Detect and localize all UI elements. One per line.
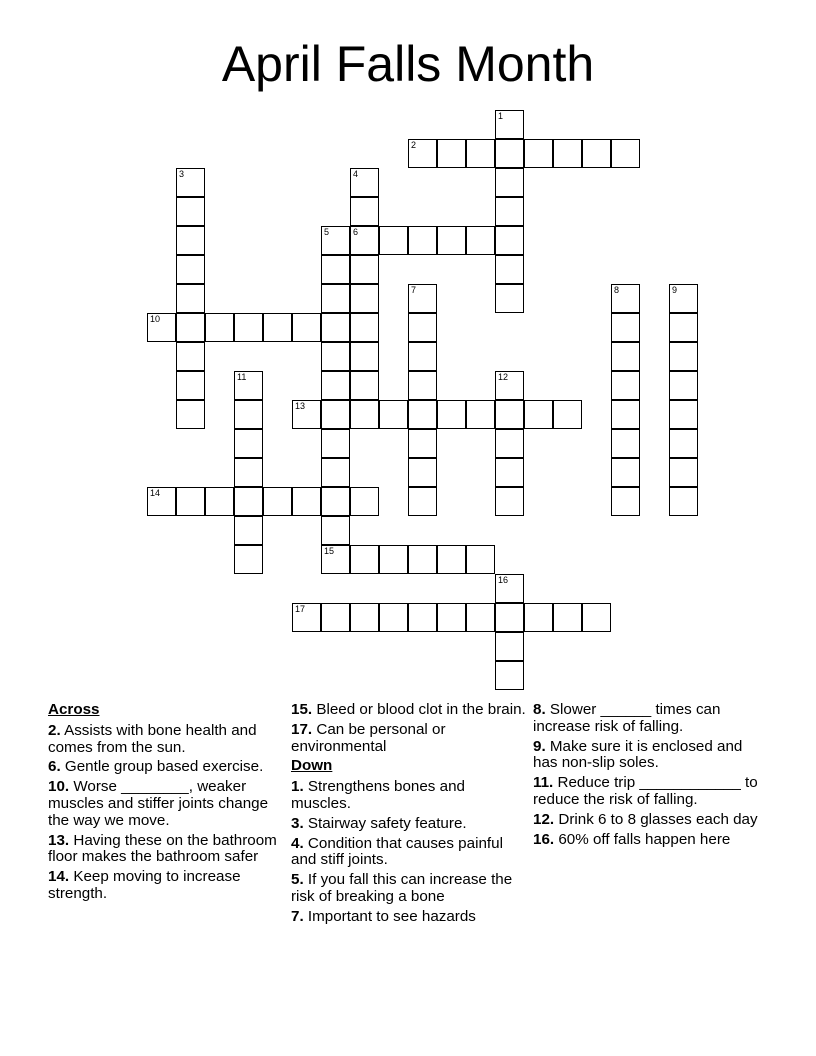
clue-text: Strengthens bones and muscles. <box>291 778 465 812</box>
grid-cell[interactable] <box>321 545 350 574</box>
clue-text: Assists with bone health and comes from the sun. <box>48 721 257 756</box>
grid-cell[interactable] <box>495 226 524 255</box>
clue-number: 13. <box>48 831 70 849</box>
grid-cell[interactable] <box>669 313 698 342</box>
cell-number: 11 <box>237 372 247 382</box>
grid-cell[interactable] <box>350 284 379 313</box>
clue-number: 9. <box>533 737 546 755</box>
grid-cell[interactable] <box>263 313 292 342</box>
clue-text: Make sure it is enclosed and has non-slip soles. <box>533 737 743 772</box>
grid-cell[interactable] <box>350 603 379 632</box>
cell-number: 13 <box>295 401 306 411</box>
grid-cell[interactable] <box>379 226 408 255</box>
grid-cell[interactable] <box>466 603 495 632</box>
grid-cell[interactable] <box>176 226 205 255</box>
clue-column-2 <box>291 702 526 929</box>
grid-cell[interactable] <box>495 255 524 284</box>
grid-cell[interactable] <box>611 284 640 313</box>
grid-cell[interactable] <box>234 487 263 516</box>
grid-cell[interactable] <box>379 400 408 429</box>
down-clue-4[interactable] <box>291 836 526 870</box>
grid-cell[interactable] <box>437 400 466 429</box>
cell-number: 1 <box>498 111 504 121</box>
clue-number: 1. <box>291 778 304 796</box>
grid-cell[interactable] <box>321 429 350 458</box>
down-clue-7[interactable] <box>291 909 526 926</box>
grid-cell[interactable] <box>205 487 234 516</box>
clue-number: 15. <box>291 701 313 718</box>
grid-cell[interactable] <box>321 487 350 516</box>
grid-cell[interactable] <box>582 603 611 632</box>
clue-number: 17. <box>291 720 313 738</box>
grid-cell[interactable] <box>437 603 466 632</box>
grid-cell[interactable] <box>350 400 379 429</box>
grid-cell[interactable] <box>466 545 495 574</box>
grid-cell[interactable] <box>234 516 263 545</box>
grid-cell[interactable] <box>292 400 321 429</box>
grid-cell[interactable] <box>350 226 379 255</box>
grid-cell[interactable] <box>611 139 640 168</box>
grid-cell[interactable] <box>437 545 466 574</box>
grid-cell[interactable] <box>234 458 263 487</box>
grid-cell[interactable] <box>379 545 408 574</box>
grid-cell[interactable] <box>176 197 205 226</box>
grid-cell[interactable] <box>408 342 437 371</box>
cell-number: 3 <box>179 169 185 179</box>
clue-number: 10. <box>48 778 70 796</box>
grid-cell[interactable] <box>321 226 350 255</box>
grid-cell[interactable] <box>176 487 205 516</box>
grid-cell[interactable] <box>669 458 698 487</box>
grid-cell[interactable] <box>350 168 379 197</box>
grid-cell[interactable] <box>495 400 524 429</box>
cell-number: 4 <box>353 169 359 179</box>
grid-cell[interactable] <box>292 603 321 632</box>
grid-cell[interactable] <box>321 516 350 545</box>
down-clue-3[interactable] <box>291 816 526 833</box>
grid-cell[interactable] <box>176 284 205 313</box>
down-heading: Down <box>291 757 333 775</box>
clue-text: Gentle group based exercise. <box>64 758 264 776</box>
cell-number: 10 <box>150 314 161 324</box>
grid-cell[interactable] <box>495 110 524 139</box>
clue-text: Can be personal or environmental <box>291 720 446 755</box>
grid-cell[interactable] <box>234 400 263 429</box>
across-clue-17[interactable] <box>291 722 526 756</box>
grid-cell[interactable] <box>321 284 350 313</box>
grid-cell[interactable] <box>408 487 437 516</box>
clue-number: 2. <box>48 721 61 739</box>
cell-number: 6 <box>353 227 359 237</box>
grid-cell[interactable] <box>524 139 553 168</box>
grid-cell[interactable] <box>321 313 350 342</box>
grid-cell[interactable] <box>234 313 263 342</box>
grid-cell[interactable] <box>234 545 263 574</box>
across-clue-10[interactable] <box>48 779 283 829</box>
grid-cell[interactable] <box>495 574 524 603</box>
cell-number: 8 <box>614 285 620 295</box>
grid-cell[interactable] <box>495 458 524 487</box>
grid-cell[interactable] <box>669 429 698 458</box>
grid-cell[interactable] <box>495 661 524 690</box>
grid-cell[interactable] <box>205 313 234 342</box>
grid-cell[interactable] <box>408 371 437 400</box>
clue-text: Having these on the bathroom floor makes the bathroom safer <box>48 831 277 866</box>
clue-number: 14. <box>48 868 70 886</box>
across-clue-15[interactable] <box>291 702 526 719</box>
grid-cell[interactable] <box>408 284 437 313</box>
grid-cell[interactable] <box>408 429 437 458</box>
grid-cell[interactable] <box>147 487 176 516</box>
down-clue-11[interactable] <box>533 775 768 809</box>
cell-number: 12 <box>498 372 509 382</box>
clue-text: Slower ______ times can increase risk of falling. <box>533 701 721 735</box>
grid-cell[interactable] <box>176 400 205 429</box>
clue-number: 5. <box>291 871 304 889</box>
grid-cell[interactable] <box>350 313 379 342</box>
grid-cell[interactable] <box>176 255 205 284</box>
clue-number: 12. <box>533 810 555 828</box>
grid-cell[interactable] <box>408 400 437 429</box>
grid-cell[interactable] <box>466 400 495 429</box>
grid-cell[interactable] <box>408 139 437 168</box>
clue-text: If you fall this can increase the risk of breaking a bone <box>291 871 513 905</box>
cell-number: 7 <box>411 285 417 295</box>
grid-cell[interactable] <box>611 400 640 429</box>
grid-cell[interactable] <box>321 255 350 284</box>
grid-cell[interactable] <box>321 458 350 487</box>
grid-cell[interactable] <box>437 139 466 168</box>
down-clue-12[interactable] <box>533 812 768 829</box>
grid-cell[interactable] <box>176 313 205 342</box>
cell-number: 14 <box>150 488 161 498</box>
across-clue-6[interactable] <box>48 759 283 776</box>
grid-cell[interactable] <box>611 313 640 342</box>
page-title: April Falls Month <box>221 36 595 92</box>
grid-cell[interactable] <box>408 313 437 342</box>
across-clue-13[interactable] <box>48 833 283 867</box>
grid-cell[interactable] <box>495 197 524 226</box>
clue-text: Reduce trip ____________ to reduce the risk of falling. <box>533 774 758 808</box>
grid-cell[interactable] <box>408 226 437 255</box>
down-clue-9[interactable] <box>533 739 768 773</box>
cell-number: 9 <box>672 285 678 295</box>
clue-text: Stairway safety feature. <box>307 814 467 832</box>
grid-cell[interactable] <box>408 603 437 632</box>
grid-cell[interactable] <box>437 226 466 255</box>
down-clue-8[interactable] <box>533 702 768 736</box>
grid-cell[interactable] <box>611 342 640 371</box>
down-clue-16[interactable] <box>533 832 768 849</box>
clue-text: 60% off falls happen here <box>558 830 731 848</box>
clue-column-3 <box>533 702 768 851</box>
clue-number: 11. <box>533 774 554 792</box>
cell-number: 16 <box>498 575 509 585</box>
grid-cell[interactable] <box>379 603 408 632</box>
across-clue-14[interactable] <box>48 869 283 903</box>
clue-number: 4. <box>291 834 304 852</box>
clue-text: Condition that causes painful and stiff joints. <box>291 834 503 869</box>
grid-cell[interactable] <box>611 429 640 458</box>
grid-cell[interactable] <box>350 255 379 284</box>
grid-cell[interactable] <box>495 487 524 516</box>
clue-number: 3. <box>291 814 304 832</box>
grid-cell[interactable] <box>263 487 292 516</box>
grid-cell[interactable] <box>553 603 582 632</box>
clue-number: 16. <box>533 830 555 848</box>
grid-cell[interactable] <box>292 487 321 516</box>
clue-text: Drink 6 to 8 glasses each day <box>558 810 758 828</box>
grid-cell[interactable] <box>466 139 495 168</box>
grid-cell[interactable] <box>669 284 698 313</box>
grid-cell[interactable] <box>350 545 379 574</box>
grid-cell[interactable] <box>611 487 640 516</box>
grid-cell[interactable] <box>611 371 640 400</box>
down-clue-5[interactable] <box>291 872 526 906</box>
grid-cell[interactable] <box>495 603 524 632</box>
cell-number: 5 <box>324 227 330 237</box>
grid-cell[interactable] <box>147 313 176 342</box>
down-clue-1[interactable] <box>291 779 526 813</box>
grid-cell[interactable] <box>234 371 263 400</box>
clue-number: 6. <box>48 758 61 776</box>
grid-cell[interactable] <box>669 342 698 371</box>
clue-number: 7. <box>291 907 304 925</box>
grid-cell[interactable] <box>553 400 582 429</box>
clue-text: Keep moving to increase strength. <box>48 868 241 902</box>
clue-number: 8. <box>533 701 546 718</box>
grid-cell[interactable] <box>176 342 205 371</box>
grid-cell[interactable] <box>495 371 524 400</box>
grid-cell[interactable] <box>495 139 524 168</box>
grid-cell[interactable] <box>495 632 524 661</box>
grid-cell[interactable] <box>234 429 263 458</box>
grid-cell[interactable] <box>408 545 437 574</box>
grid-cell[interactable] <box>669 400 698 429</box>
clue-column-1 <box>48 702 283 906</box>
grid-cell[interactable] <box>553 139 582 168</box>
grid-cell[interactable] <box>321 342 350 371</box>
grid-cell[interactable] <box>176 371 205 400</box>
grid-cell[interactable] <box>669 371 698 400</box>
grid-cell[interactable] <box>321 371 350 400</box>
clue-text: Worse ________, weaker muscles and stiffer joints change the way we move. <box>48 778 269 829</box>
across-heading: Across <box>48 701 100 718</box>
across-clue-2[interactable] <box>48 723 283 757</box>
cell-number: 17 <box>295 604 306 614</box>
grid-cell[interactable] <box>292 313 321 342</box>
grid-cell[interactable] <box>408 458 437 487</box>
clue-text: Bleed or blood clot in the brain. <box>316 701 526 718</box>
grid-cell[interactable] <box>495 429 524 458</box>
grid-cell[interactable] <box>350 487 379 516</box>
cell-number: 15 <box>324 546 335 556</box>
grid-cell[interactable] <box>611 458 640 487</box>
cell-number: 2 <box>411 140 417 150</box>
grid-cell[interactable] <box>321 400 350 429</box>
grid-cell[interactable] <box>176 168 205 197</box>
grid-cell[interactable] <box>350 371 379 400</box>
grid-cell[interactable] <box>582 139 611 168</box>
clue-text: Important to see hazards <box>307 907 476 925</box>
grid-cell[interactable] <box>466 226 495 255</box>
grid-cell[interactable] <box>321 603 350 632</box>
grid-cell[interactable] <box>669 487 698 516</box>
grid-cell[interactable] <box>350 342 379 371</box>
grid-cell[interactable] <box>350 197 379 226</box>
grid-cell[interactable] <box>524 603 553 632</box>
grid-cell[interactable] <box>524 400 553 429</box>
grid-cell[interactable] <box>495 168 524 197</box>
grid-cell[interactable] <box>495 284 524 313</box>
